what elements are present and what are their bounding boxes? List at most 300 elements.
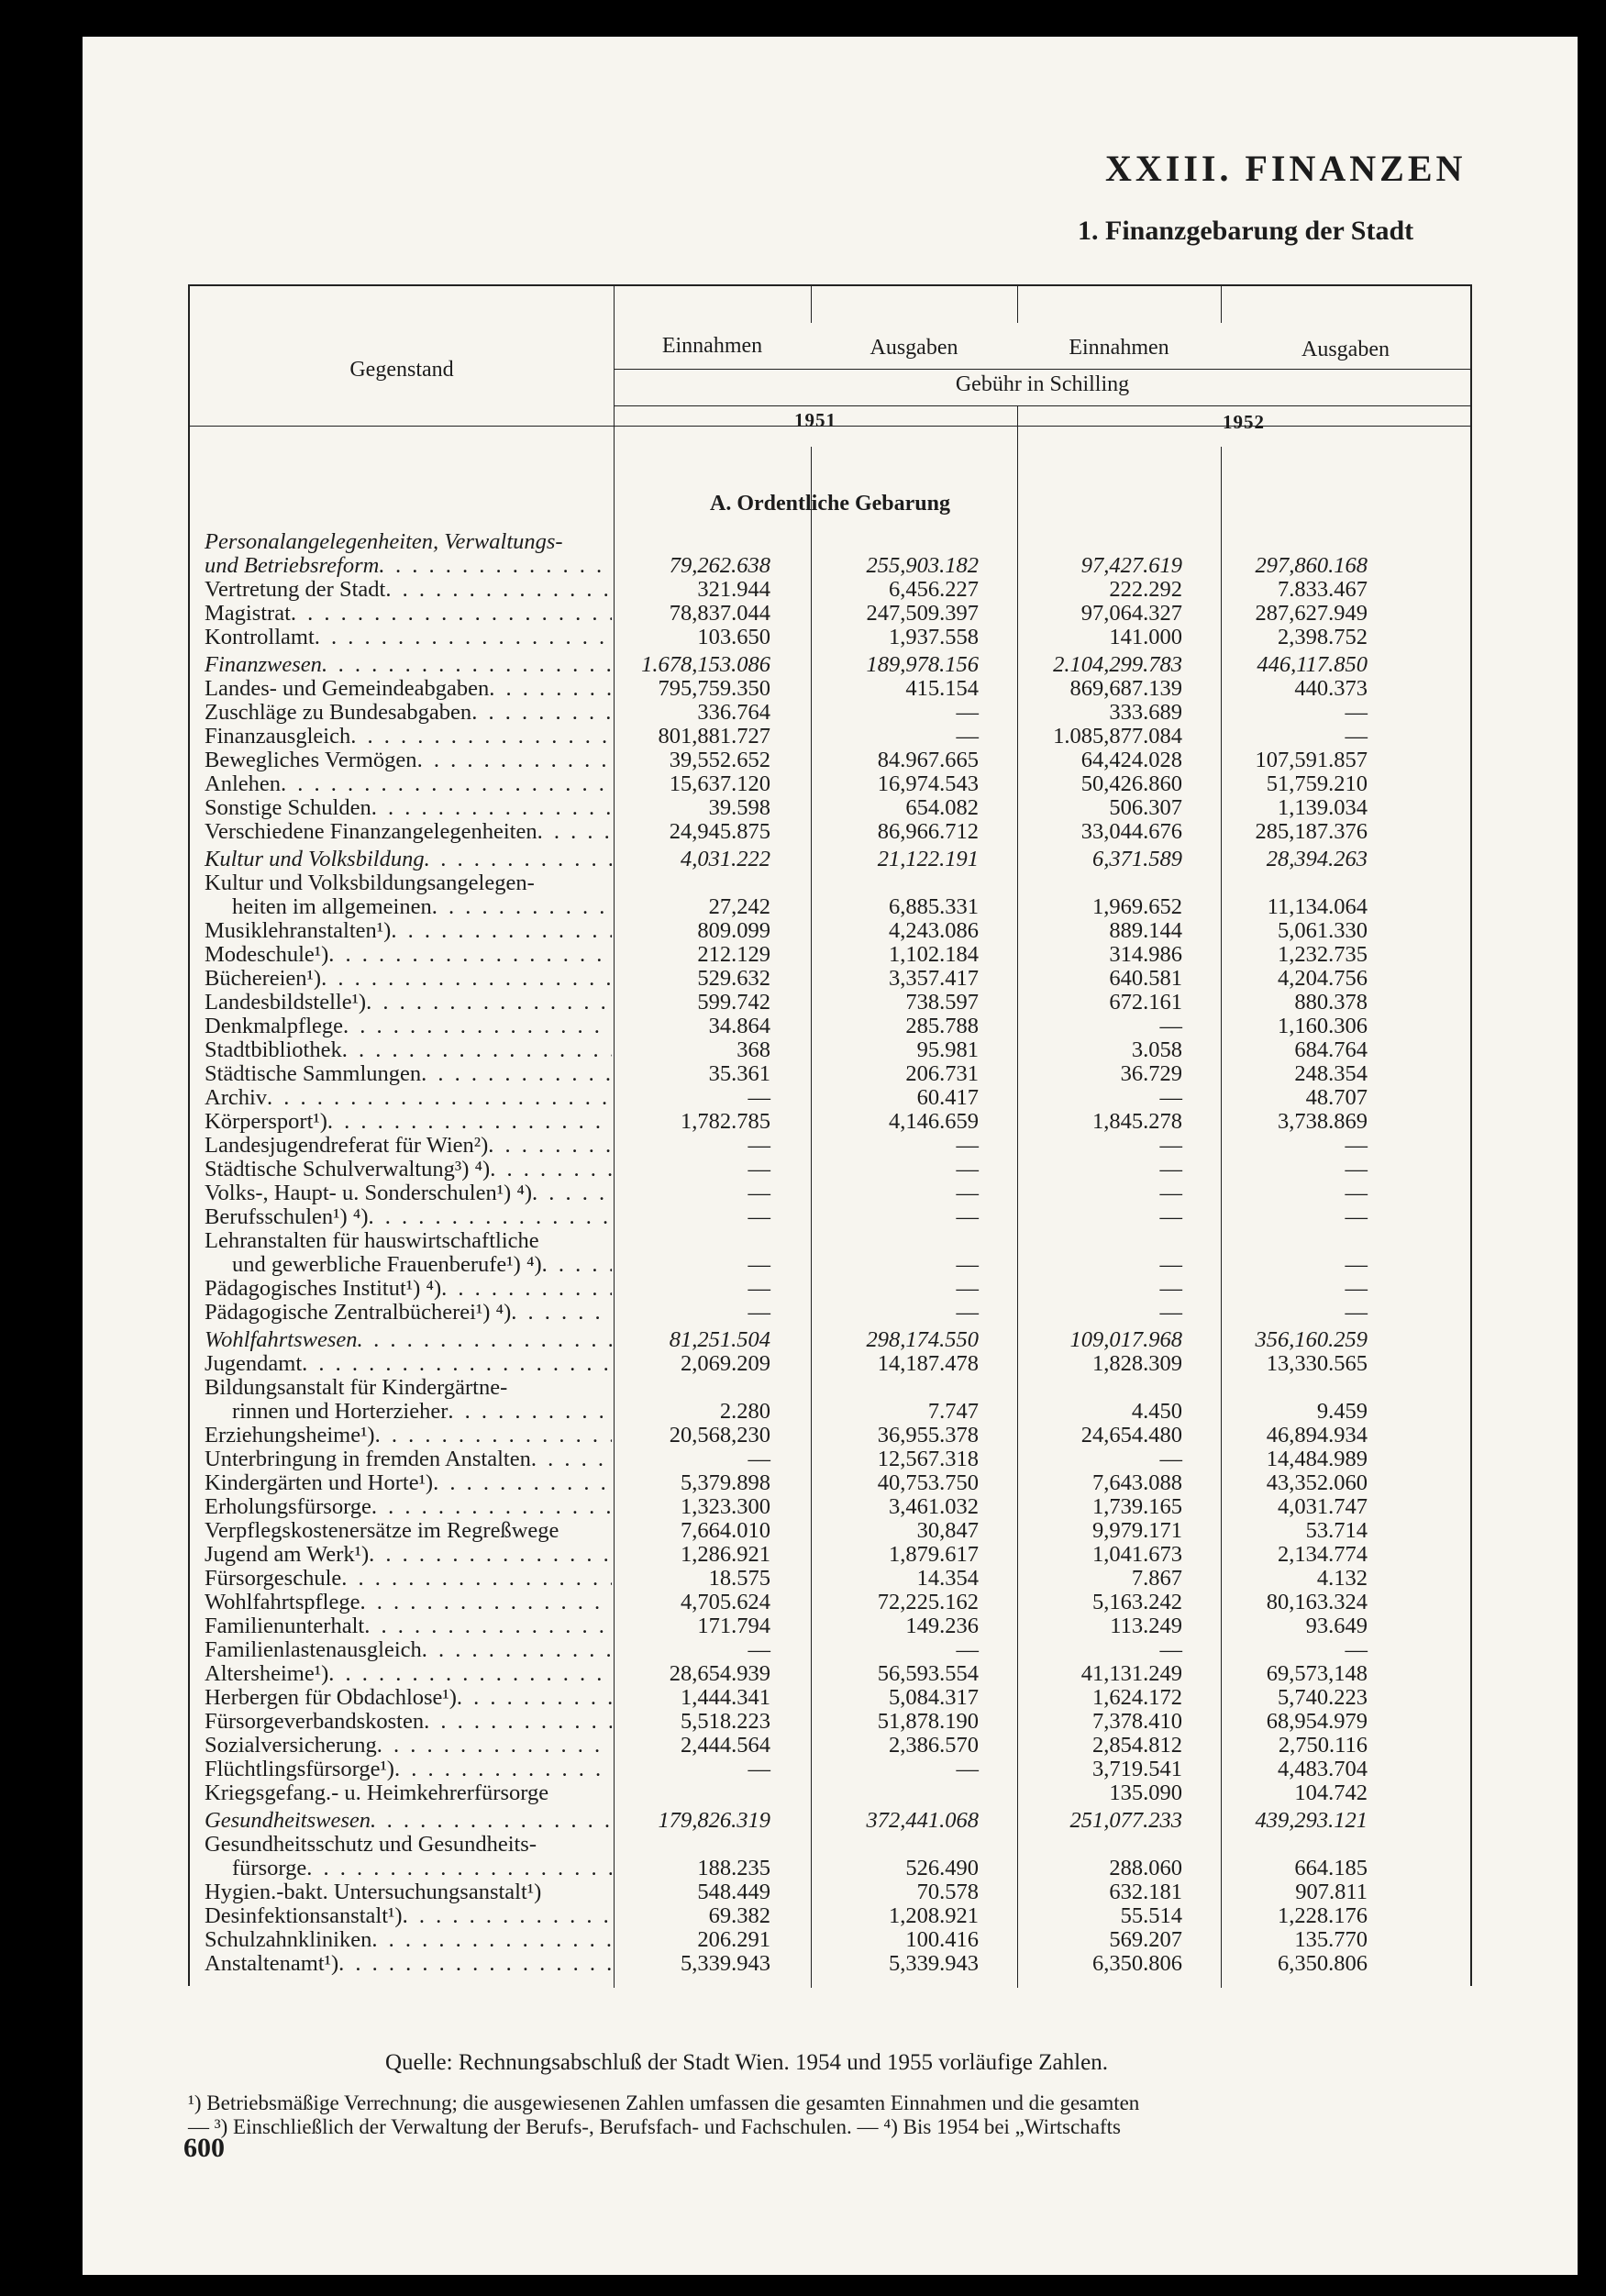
value-cell: 3,719.541 <box>1092 1757 1182 1781</box>
row-label-text: Schulzahnkliniken <box>205 1928 372 1952</box>
value-cell: 801,881.727 <box>658 724 770 749</box>
value-cell: 3,461.032 <box>889 1494 979 1519</box>
value-cell: 7,378.410 <box>1092 1709 1182 1734</box>
row-label-text: Erholungsfürsorge <box>205 1495 371 1519</box>
table-row <box>188 919 1472 943</box>
row-label <box>188 1181 612 1205</box>
row-label-text: Denkmalpflege <box>205 1015 344 1038</box>
leader-dots <box>448 1400 612 1424</box>
row-label-text: Volks-, Haupt- u. Sonderschulen¹) ⁴) <box>205 1181 533 1205</box>
table-row <box>188 1567 1472 1591</box>
value-cell: 297,860.168 <box>1255 553 1368 578</box>
value-cell: — <box>956 1252 979 1277</box>
value-cell: 333.689 <box>1109 700 1182 725</box>
value-cell: 795,759.350 <box>658 676 770 701</box>
table-row <box>188 554 1472 578</box>
row-label <box>188 1301 612 1325</box>
value-cell: 2,398.752 <box>1278 625 1368 649</box>
leader-dots <box>425 848 612 871</box>
table-row <box>188 1253 1472 1277</box>
value-cell: 1,937.558 <box>889 625 979 649</box>
table-row <box>188 895 1472 919</box>
value-cell: — <box>1159 1014 1182 1038</box>
value-cell: 95.981 <box>916 1037 979 1062</box>
row-label <box>188 1543 612 1567</box>
value-cell: 179,826.319 <box>658 1808 770 1833</box>
value-cell: 529.632 <box>697 966 770 991</box>
row-label-text: Anstaltenamt¹) <box>205 1952 339 1976</box>
value-cell: 2.104,299.783 <box>1053 652 1182 677</box>
value-cell: — <box>956 1300 979 1325</box>
value-cell: — <box>956 700 979 725</box>
column-header-ausgaben-1951: Ausgaben <box>869 336 958 360</box>
row-label-text: Bewegliches Vermögen <box>205 749 417 772</box>
row-label <box>188 1686 612 1710</box>
value-cell: 6,371.589 <box>1092 847 1182 871</box>
value-cell: 7.833.467 <box>1278 577 1368 602</box>
value-cell: 1.085,877.084 <box>1053 724 1182 749</box>
row-label <box>188 1038 612 1062</box>
value-cell: 247,509.397 <box>866 601 979 626</box>
row-label-text: Zuschläge zu Bundesabgaben <box>205 701 472 725</box>
value-cell: 4.132 <box>1316 1566 1368 1591</box>
value-cell: 672.161 <box>1109 990 1182 1015</box>
leader-dots <box>542 1253 612 1277</box>
value-cell: 222.292 <box>1109 577 1182 602</box>
table-row <box>188 1904 1472 1928</box>
leader-dots <box>371 796 612 820</box>
row-label-text: Körpersport¹) <box>205 1110 327 1134</box>
value-cell: 14,187.478 <box>877 1351 979 1376</box>
value-cell: — <box>748 1133 770 1158</box>
value-cell: 298,174.550 <box>866 1327 979 1352</box>
value-cell: 86,966.712 <box>877 819 979 844</box>
value-cell: 1.678,153.086 <box>641 652 770 677</box>
value-cell: 55.514 <box>1120 1903 1182 1928</box>
row-label-text: heiten im allgemeinen <box>232 895 432 919</box>
table-row <box>188 1062 1472 1086</box>
row-label-text: und gewerbliche Frauenberufe¹) ⁴) <box>232 1253 542 1277</box>
value-cell: 7.747 <box>927 1399 979 1424</box>
value-cell: 664.185 <box>1294 1856 1368 1880</box>
value-cell: 1,828.309 <box>1092 1351 1182 1376</box>
row-label <box>188 554 612 578</box>
value-cell: — <box>1159 1085 1182 1110</box>
value-cell: 53.714 <box>1305 1518 1368 1543</box>
value-cell: 107,591.857 <box>1255 748 1368 772</box>
source-note: Quelle: Rechnungsabschluß der Stadt Wien. 1954 und 1955 vorläufige Zahlen. <box>385 2050 1108 2075</box>
value-cell: 2,854.812 <box>1092 1733 1182 1758</box>
leader-dots <box>371 1809 612 1833</box>
table-row <box>188 772 1472 796</box>
value-cell: 13,330.565 <box>1266 1351 1368 1376</box>
table-row <box>188 1833 1472 1857</box>
chapter-title: XXIII. FINANZEN <box>1105 148 1467 189</box>
value-cell: 314.986 <box>1109 942 1182 967</box>
value-cell: 27,242 <box>708 894 770 919</box>
value-cell: 43,352.060 <box>1266 1470 1368 1495</box>
leader-dots <box>321 967 612 991</box>
table-row <box>188 1591 1472 1614</box>
value-cell: 889.144 <box>1109 918 1182 943</box>
row-label <box>188 653 612 677</box>
value-cell: — <box>1345 1637 1368 1662</box>
value-cell: — <box>748 1447 770 1471</box>
row-label-text: Landes- und Gemeindeabgaben <box>205 677 490 701</box>
value-cell: 1,139.034 <box>1278 795 1368 820</box>
value-cell: 189,978.156 <box>866 652 979 677</box>
row-label <box>188 1134 612 1158</box>
header-divider-year <box>614 405 1471 406</box>
table-row <box>188 1325 1472 1352</box>
value-cell: 14.354 <box>916 1566 979 1591</box>
row-label-text: Vertretung der Stadt <box>205 578 386 602</box>
value-cell: 4.450 <box>1131 1399 1182 1424</box>
column-header-ausgaben-1952: Ausgaben <box>1301 338 1390 361</box>
row-label <box>188 1710 612 1734</box>
value-cell: 3,738.869 <box>1278 1109 1368 1134</box>
value-cell: 5,163.242 <box>1092 1590 1182 1614</box>
value-cell: 206.291 <box>697 1927 770 1952</box>
value-cell: 6,885.331 <box>889 894 979 919</box>
row-label <box>188 1952 612 1976</box>
row-label <box>188 943 612 967</box>
value-cell: 9.459 <box>1316 1399 1368 1424</box>
row-label-text: Städtische Schulverwaltung³) ⁴) <box>205 1158 491 1181</box>
row-label-text: Finanzwesen <box>205 653 322 677</box>
value-cell: 1,624.172 <box>1092 1685 1182 1710</box>
row-label <box>188 1519 612 1543</box>
value-cell: — <box>956 1276 979 1301</box>
leader-dots <box>328 943 612 967</box>
value-cell: 28,654.939 <box>669 1661 770 1686</box>
row-label-text: Büchereien¹) <box>205 967 322 991</box>
row-label-text: Familienunterhalt <box>205 1614 365 1638</box>
value-cell: 356,160.259 <box>1255 1327 1368 1352</box>
value-cell: 6,456.227 <box>889 577 979 602</box>
value-cell: 70.578 <box>916 1880 979 1904</box>
value-cell: 548.449 <box>697 1880 770 1904</box>
value-cell: 188.235 <box>697 1856 770 1880</box>
value-cell: — <box>1345 1276 1368 1301</box>
table-row <box>188 1471 1472 1495</box>
value-cell: — <box>956 1181 979 1205</box>
row-label-text: Anlehen <box>205 772 281 796</box>
table-row <box>188 725 1472 749</box>
value-cell: — <box>1345 1252 1368 1277</box>
value-cell: 321.944 <box>697 577 770 602</box>
value-cell: 1,041.673 <box>1092 1542 1182 1567</box>
value-cell: — <box>956 1157 979 1181</box>
value-cell: 81,251.504 <box>669 1327 770 1352</box>
value-cell: — <box>1159 1447 1182 1471</box>
row-label-text: Modeschule¹) <box>205 943 329 967</box>
header-divider-3a <box>1221 286 1222 323</box>
value-cell: 907.811 <box>1295 1880 1368 1904</box>
row-label <box>188 1495 612 1519</box>
value-cell: 69,573,148 <box>1266 1661 1368 1686</box>
value-cell: 506.307 <box>1109 795 1182 820</box>
row-label <box>188 1567 612 1591</box>
table-row <box>188 1134 1472 1158</box>
table-body <box>188 488 1472 1976</box>
row-label-text: Familienlastenausgleich <box>205 1638 422 1662</box>
value-cell: — <box>1159 1300 1182 1325</box>
value-cell: 251,077.233 <box>1069 1808 1182 1833</box>
row-label-text: Musiklehranstalten¹) <box>205 919 392 943</box>
row-label-text: Erziehungsheime¹) <box>205 1424 375 1447</box>
value-cell: 248.354 <box>1294 1061 1368 1086</box>
table-row <box>188 1734 1472 1758</box>
value-cell: — <box>1345 1133 1368 1158</box>
value-cell: 21,122.191 <box>877 847 979 871</box>
footnote-line-2: — ³) Einschließlich der Verwaltung der Berufs-, Berufsfach- und Fachschulen. — ⁴) Bis 1954 bei „Wirtschafts <box>188 2115 1121 2138</box>
value-cell: 9,979.171 <box>1092 1518 1182 1543</box>
table-row <box>188 1857 1472 1880</box>
value-cell: 439,293.121 <box>1255 1808 1368 1833</box>
table-row <box>188 943 1472 967</box>
value-cell: 50,426.860 <box>1080 771 1182 796</box>
page <box>83 37 1578 2275</box>
value-cell: — <box>748 1252 770 1277</box>
table-row <box>188 1110 1472 1134</box>
value-cell: 4,243.086 <box>889 918 979 943</box>
leader-dots <box>375 1424 612 1447</box>
header-divider-unit <box>614 369 1471 370</box>
row-label-text: Archiv <box>205 1086 268 1110</box>
row-label-text: Desinfektionsanstalt¹) <box>205 1904 403 1928</box>
value-cell: 60.417 <box>916 1085 979 1110</box>
value-cell: 39.598 <box>708 795 770 820</box>
row-label-text: Landesjugendreferat für Wien²) <box>205 1134 489 1158</box>
header-divider-2a <box>1017 286 1018 323</box>
row-label <box>188 1880 612 1904</box>
value-cell: 12,567.318 <box>877 1447 979 1471</box>
row-label-text: Kultur und Volksbildungsangelegen- <box>205 871 535 895</box>
table-row <box>188 1352 1472 1376</box>
value-cell: — <box>748 1276 770 1301</box>
leader-dots <box>511 1301 612 1325</box>
value-cell: 64,424.028 <box>1080 748 1182 772</box>
leader-dots <box>424 1710 612 1734</box>
value-cell: 4,031.747 <box>1278 1494 1368 1519</box>
value-cell: — <box>1345 1204 1368 1229</box>
value-cell: 6,350.806 <box>1092 1951 1182 1976</box>
leader-dots <box>341 1567 612 1591</box>
row-label <box>188 871 612 895</box>
row-label <box>188 796 612 820</box>
year-1952: 1952 <box>1223 411 1265 433</box>
table-row <box>188 1805 1472 1833</box>
leader-dots <box>342 1038 612 1062</box>
value-cell: 5,518.223 <box>681 1709 770 1734</box>
value-cell: 5,379.898 <box>681 1470 770 1495</box>
value-cell: — <box>1159 1276 1182 1301</box>
value-cell: 5,061.330 <box>1278 918 1368 943</box>
row-label <box>188 1591 612 1614</box>
value-cell: — <box>748 1757 770 1781</box>
leader-dots <box>315 626 612 649</box>
value-cell: 1,160.306 <box>1278 1014 1368 1038</box>
value-cell: 880.378 <box>1294 990 1368 1015</box>
footnote-line-1: ¹) Betriebsmäßige Verrechnung; die ausgewiesenen Zahlen umfassen die gesamten Einnahmen und die gesamten <box>188 2091 1140 2114</box>
row-label-text: Städtische Sammlungen <box>205 1062 422 1086</box>
table-row <box>188 967 1472 991</box>
row-label <box>188 919 612 943</box>
table-row <box>188 677 1472 701</box>
value-cell: — <box>1345 700 1368 725</box>
leader-dots <box>417 749 612 772</box>
row-label <box>188 578 612 602</box>
row-label <box>188 1614 612 1638</box>
value-cell: 287,627.949 <box>1255 601 1368 626</box>
leader-dots <box>532 1181 612 1205</box>
value-cell: 103.650 <box>697 625 770 649</box>
row-label-text: Wohlfahrtspflege <box>205 1591 360 1614</box>
table-row <box>188 1519 1472 1543</box>
value-cell: 632.181 <box>1109 1880 1182 1904</box>
leader-dots <box>364 1614 612 1638</box>
value-cell: 7,643.088 <box>1092 1470 1182 1495</box>
value-cell: 35.361 <box>708 1061 770 1086</box>
value-cell: 51,759.210 <box>1266 771 1368 796</box>
row-label <box>188 626 612 649</box>
leader-dots <box>537 820 612 844</box>
value-cell: 1,969.652 <box>1092 894 1182 919</box>
value-cell: 5,740.223 <box>1278 1685 1368 1710</box>
row-label <box>188 1352 612 1376</box>
value-cell: — <box>1159 1252 1182 1277</box>
leader-dots <box>421 1062 612 1086</box>
value-cell: 93.649 <box>1305 1614 1368 1638</box>
row-label <box>188 1253 612 1277</box>
value-cell: 285.788 <box>905 1014 979 1038</box>
row-label <box>188 749 612 772</box>
column-header-gegenstand: Gegenstand <box>349 358 454 382</box>
value-cell: 1,739.165 <box>1092 1494 1182 1519</box>
row-label-text: Sozialversicherung <box>205 1734 377 1758</box>
value-cell: — <box>748 1157 770 1181</box>
row-label-text: Kindergärten und Horte¹) <box>205 1471 434 1495</box>
value-cell: — <box>956 1204 979 1229</box>
leader-dots <box>358 1328 612 1352</box>
row-label <box>188 1447 612 1471</box>
leader-dots <box>322 653 612 677</box>
row-label-text: Stadtbibliothek <box>205 1038 342 1062</box>
value-cell: 41,131.249 <box>1080 1661 1182 1686</box>
row-label <box>188 991 612 1015</box>
row-label-text: Wohlfahrtswesen <box>205 1328 358 1352</box>
value-cell: 446,117.850 <box>1257 652 1368 677</box>
row-label-text: Bildungsanstalt für Kindergärtne- <box>205 1376 508 1400</box>
row-label-text: Hygien.-bakt. Untersuchungsanstalt¹) <box>205 1880 542 1904</box>
row-label <box>188 1110 612 1134</box>
value-cell: 5,084.317 <box>889 1685 979 1710</box>
value-cell: 69.382 <box>708 1903 770 1928</box>
leader-dots <box>302 1352 612 1376</box>
table-row <box>188 1543 1472 1567</box>
value-cell: 33,044.676 <box>1080 819 1182 844</box>
unit-label: Gebühr in Schilling <box>955 372 1130 396</box>
value-cell: 2,444.564 <box>681 1733 770 1758</box>
leader-dots <box>457 1686 612 1710</box>
page-number: 600 <box>183 2133 225 2163</box>
value-cell: 97,427.619 <box>1080 553 1182 578</box>
table-row <box>188 602 1472 626</box>
table-row <box>188 1158 1472 1181</box>
leader-dots <box>432 895 612 919</box>
value-cell: 36,955.378 <box>877 1423 979 1447</box>
value-cell: 24,945.875 <box>669 819 770 844</box>
leader-dots <box>371 1495 612 1519</box>
row-label-text: Unterbringung in fremden Anstalten <box>205 1447 531 1471</box>
row-label <box>188 1734 612 1758</box>
value-cell: 599.742 <box>697 990 770 1015</box>
row-label <box>188 1328 612 1352</box>
row-label <box>188 530 612 554</box>
leader-dots <box>379 554 612 578</box>
leader-dots <box>441 1277 612 1301</box>
value-cell: 135.090 <box>1109 1780 1182 1805</box>
table-row <box>188 1662 1472 1686</box>
row-label <box>188 1833 612 1857</box>
value-cell: 285,187.376 <box>1255 819 1368 844</box>
row-label <box>188 1376 612 1400</box>
row-label-text: Jugend am Werk¹) <box>205 1543 370 1567</box>
leader-dots <box>394 1758 612 1781</box>
row-label <box>188 602 612 626</box>
row-label <box>188 1758 612 1781</box>
value-cell: 1,286.921 <box>681 1542 770 1567</box>
table-row <box>188 1038 1472 1062</box>
row-label <box>188 820 612 844</box>
row-label <box>188 1229 612 1253</box>
value-cell: 84.967.665 <box>877 748 979 772</box>
row-label-text: Gesundheitsschutz und Gesundheits- <box>205 1833 537 1857</box>
value-cell: 4,031.222 <box>681 847 770 871</box>
value-cell: 1,323.300 <box>681 1494 770 1519</box>
value-cell: 336.764 <box>697 700 770 725</box>
value-cell: — <box>748 1300 770 1325</box>
value-cell: — <box>956 1757 979 1781</box>
leader-dots <box>343 1015 612 1038</box>
table-row <box>188 749 1472 772</box>
value-cell: 39,552.652 <box>669 748 770 772</box>
value-cell: 372,441.068 <box>866 1808 979 1833</box>
row-label <box>188 848 612 871</box>
leader-dots <box>291 602 612 626</box>
value-cell: 6,350.806 <box>1278 1951 1368 1976</box>
value-cell: 2,134.774 <box>1278 1542 1368 1567</box>
row-label <box>188 1400 612 1424</box>
value-cell: 16,974.543 <box>877 771 979 796</box>
row-label-text: Sonstige Schulden <box>205 796 371 820</box>
row-label <box>188 1424 612 1447</box>
value-cell: 2,750.116 <box>1278 1733 1368 1758</box>
table-row <box>188 991 1472 1015</box>
value-cell: 1,228.176 <box>1278 1903 1368 1928</box>
row-label <box>188 1205 612 1229</box>
value-cell: 79,262.638 <box>669 553 770 578</box>
value-cell: 5,339.943 <box>889 1951 979 1976</box>
leader-dots <box>403 1904 612 1928</box>
row-label <box>188 1662 612 1686</box>
value-cell: — <box>1159 1133 1182 1158</box>
row-label <box>188 1809 612 1833</box>
value-cell: 97,064.327 <box>1080 601 1182 626</box>
row-label <box>188 677 612 701</box>
table-row <box>188 1638 1472 1662</box>
